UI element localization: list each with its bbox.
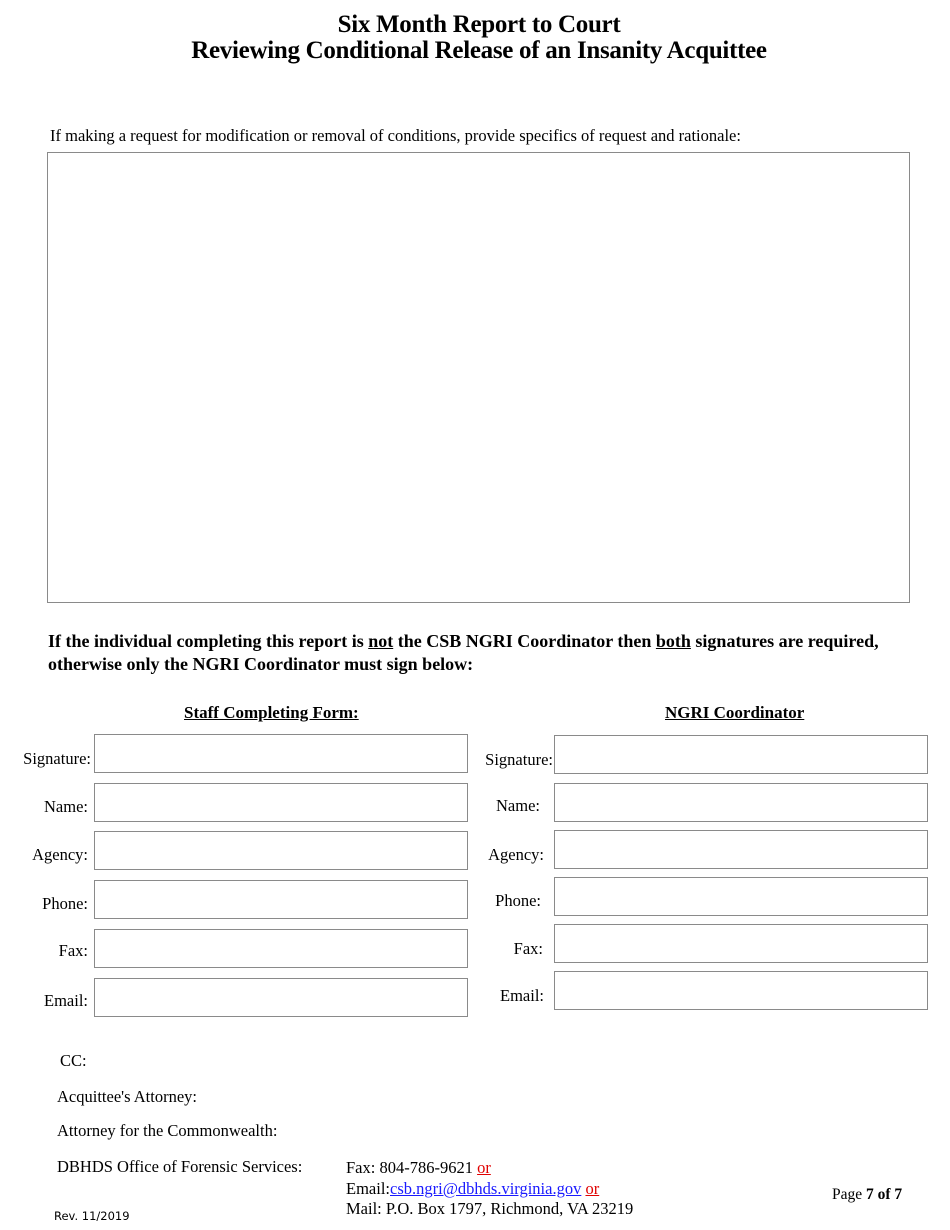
staff-email-field[interactable] — [94, 978, 468, 1017]
or-separator-2: or — [585, 1179, 600, 1198]
staff-agency-label: Agency: — [32, 845, 88, 864]
staff-name-field[interactable] — [94, 783, 468, 822]
form-title-line1: Six Month Report to Court — [337, 11, 621, 38]
staff-signature-field[interactable] — [94, 734, 468, 773]
notice-both: both — [655, 631, 691, 651]
dbhds-fax: Fax: 804-786-9621 — [346, 1158, 478, 1177]
staff-phone-field[interactable] — [94, 880, 468, 919]
staff-email-label: Email: — [44, 991, 88, 1010]
staff-fax-field[interactable] — [94, 929, 468, 968]
coordinator-fax-field[interactable] — [554, 924, 928, 963]
revision-date: Rev. 11/2019 — [54, 1209, 130, 1223]
cc-dbhds-office: DBHDS Office of Forensic Services: — [57, 1157, 303, 1176]
staff-name-label: Name: — [44, 797, 88, 816]
request-rationale-textarea[interactable] — [47, 152, 910, 603]
dbhds-fax-line — [346, 1158, 491, 1178]
cc-commonwealth-attorney: Attorney for the Commonwealth: — [57, 1121, 278, 1140]
coordinator-heading: NGRI Coordinator — [665, 703, 805, 722]
page-count: 7 of 7 — [866, 1186, 903, 1203]
staff-signature-label: Signature: — [23, 749, 91, 768]
staff-heading: Staff Completing Form: — [184, 703, 359, 722]
page-prefix: Page — [832, 1186, 867, 1203]
coordinator-phone-field[interactable] — [554, 877, 928, 916]
coordinator-signature-label: Signature: — [485, 750, 553, 769]
request-prompt: If making a request for modification or removal of conditions, provide specifics of request and rationale: — [50, 126, 741, 145]
notice-not: not — [368, 631, 394, 651]
dbhds-mail-line: Mail: P.O. Box 1797, Richmond, VA 23219 — [346, 1199, 634, 1218]
staff-phone-label: Phone: — [42, 894, 88, 913]
dbhds-email-link[interactable]: csb.ngri@dbhds.virginia.gov — [390, 1179, 582, 1198]
coordinator-email-field[interactable] — [554, 971, 928, 1010]
email-prefix: Email: — [346, 1179, 390, 1198]
coordinator-name-label: Name: — [496, 796, 540, 815]
page-number — [832, 1186, 902, 1204]
coordinator-agency-label: Agency: — [488, 845, 544, 864]
staff-agency-field[interactable] — [94, 831, 468, 870]
cc-acquittee-attorney: Acquittee's Attorney: — [57, 1087, 197, 1106]
notice-text-3: signatures are required, otherwise only the NGRI Coordinator must sign below: — [48, 631, 879, 674]
cc-label: CC: — [60, 1051, 87, 1070]
notice-text-1: If the individual completing this report is — [48, 631, 369, 651]
or-separator-1: or — [477, 1158, 491, 1177]
dbhds-email-line — [346, 1179, 599, 1199]
coordinator-fax-label: Fax: — [513, 939, 543, 958]
coordinator-phone-label: Phone: — [495, 891, 541, 910]
coordinator-email-label: Email: — [500, 986, 544, 1005]
coordinator-name-field[interactable] — [554, 783, 928, 822]
coordinator-agency-field[interactable] — [554, 830, 928, 869]
staff-fax-label: Fax: — [58, 941, 88, 960]
notice-text-2: the CSB NGRI Coordinator then — [393, 631, 656, 651]
coordinator-signature-field[interactable] — [554, 735, 928, 774]
signature-notice — [48, 630, 928, 676]
form-title-line2: Reviewing Conditional Release of an Insanity Acquittee — [191, 37, 767, 64]
